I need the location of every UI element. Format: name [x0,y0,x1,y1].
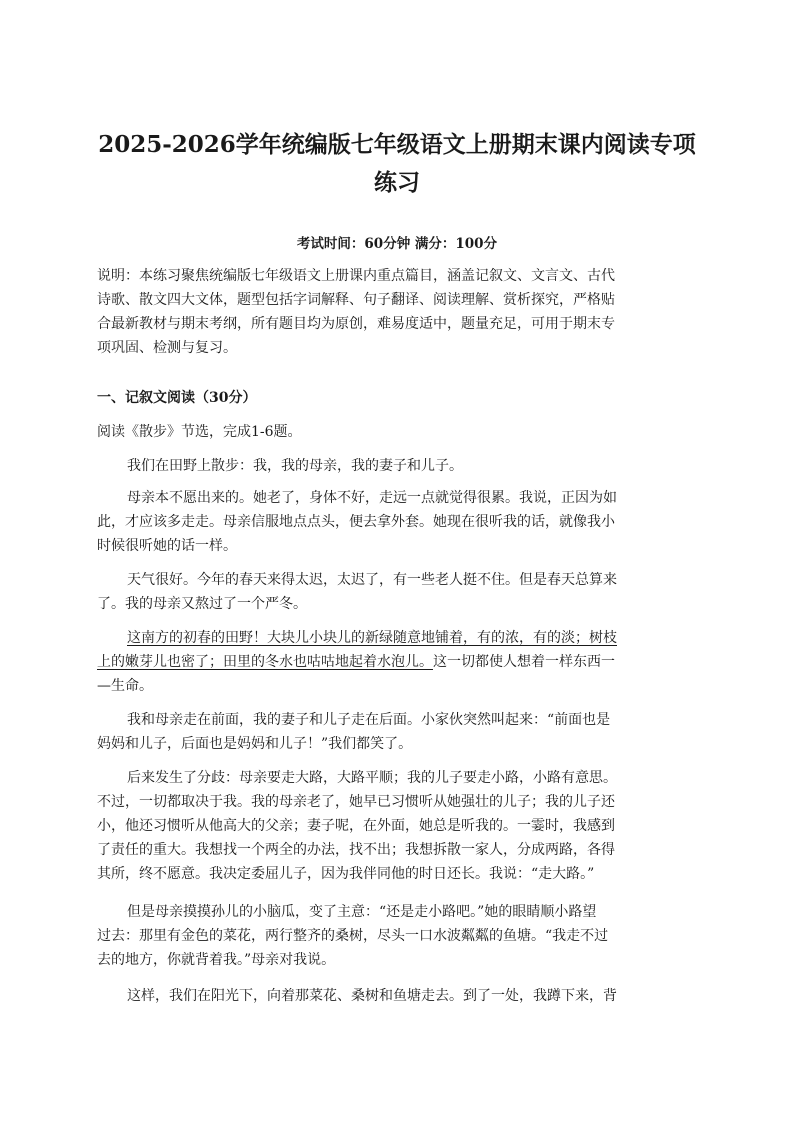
paragraph-line: 小，他还习惯听从他高大的父亲；妻子呢，在外面，她总是听我的。一霎时，我感到 [97,818,615,834]
underlined-sentence-line: 这南方的初春的田野！大块儿小块儿的新绿随意地铺着，有的浓，有的淡；树枝 [127,630,617,646]
paragraph-line: 但是母亲摸摸孙儿的小脑瓜，变了主意：“还是走小路吧。”她的眼睛顺小路望 [127,904,597,920]
paragraph-8 [97,984,697,1008]
paragraph-line: 去的地方，你就背着我。”母亲对我说。 [97,952,336,968]
description [97,264,697,360]
paragraph-line: 了。我的母亲又熬过了一个严冬。 [97,596,307,612]
description-line: 诗歌、散文四大文体，题型包括字词解释、句子翻译、阅读理解、赏析探究，严格贴 [97,292,615,308]
paragraph-3 [97,568,697,616]
document-title-line-1: 2025-2026学年统编版七年级语文上册期末课内阅读专项 [98,131,696,158]
paragraph-line: 我们在田野上散步：我，我的母亲，我的妻子和儿子。 [127,458,463,474]
paragraph-line [97,650,697,674]
section-heading: 一、记叙文阅读（30分） [97,390,257,406]
paragraph-line: 妈妈和儿子，后面也是妈妈和儿子！”我们都笑了。 [97,736,413,752]
paragraph-line: 不过，一切都取决于我。我的母亲老了，她早已习惯听从她强壮的儿子；我的儿子还 [97,794,615,810]
paragraph-line: 时候很听她的话一样。 [97,538,237,554]
paragraph-5 [97,708,697,756]
paragraph-7 [97,900,697,972]
paragraph-1 [97,454,697,478]
paragraph-line: 这样，我们在阳光下，向着那菜花、桑树和鱼塘走去。到了一处，我蹲下来，背 [127,988,617,1004]
paragraph-4 [97,626,697,698]
description-line: 合最新教材与期末考纲，所有题目均为原创，难易度适中，题量充足，可用于期末专 [97,316,615,332]
paragraph-line: 天气很好。今年的春天来得太迟，太迟了，有一些老人挺不住。但是春天总算来 [127,572,617,588]
description-line: 说明：本练习聚焦统编版七年级语文上册课内重点篇目，涵盖记叙文、文言文、古代 [97,268,615,284]
paragraph-line: —生命。 [97,678,153,694]
paragraph-line-rest: 这一切都使人想着一样东西一 [433,654,615,670]
paragraph-line: 后来发生了分歧：母亲要走大路，大路平顺；我的儿子要走小路，小路有意思。 [127,770,617,786]
exam-info: 考试时间：60分钟 满分：100分 [296,236,498,252]
paragraph-2 [97,486,697,558]
paragraph-line: 了责任的重大。我想找一个两全的办法，找不出；我想拆散一家人，分成两路，各得 [97,842,615,858]
paragraph-line: 过去：那里有金色的菜花，两行整齐的桑树，尽头一口水波粼粼的鱼塘。“我走不过 [97,928,609,944]
paragraph-line: 此，才应该多走走。母亲信服地点点头，便去拿外套。她现在很听我的话，就像我小 [97,514,615,530]
description-line: 项巩固、检测与复习。 [97,340,237,356]
instruction-line: 阅读《散步》节选，完成1-6题。 [97,424,302,440]
instruction [97,420,697,444]
paragraph-line: 其所，终不愿意。我决定委屈儿子，因为我伴同他的时日还长。我说：“走大路。” [97,866,595,882]
paragraph-line: 我和母亲走在前面，我的妻子和儿子走在后面。小家伙突然叫起来：“前面也是 [127,712,611,728]
paragraph-line: 母亲本不愿出来的。她老了，身体不好，走远一点就觉得很累。我说，正因为如 [127,490,617,506]
underlined-sentence-end: 上的嫩芽儿也密了；田里的冬水也咕咕地起着水泡儿。 [97,654,433,670]
document-title-line-2: 练习 [374,169,420,196]
paragraph-6 [97,766,697,886]
